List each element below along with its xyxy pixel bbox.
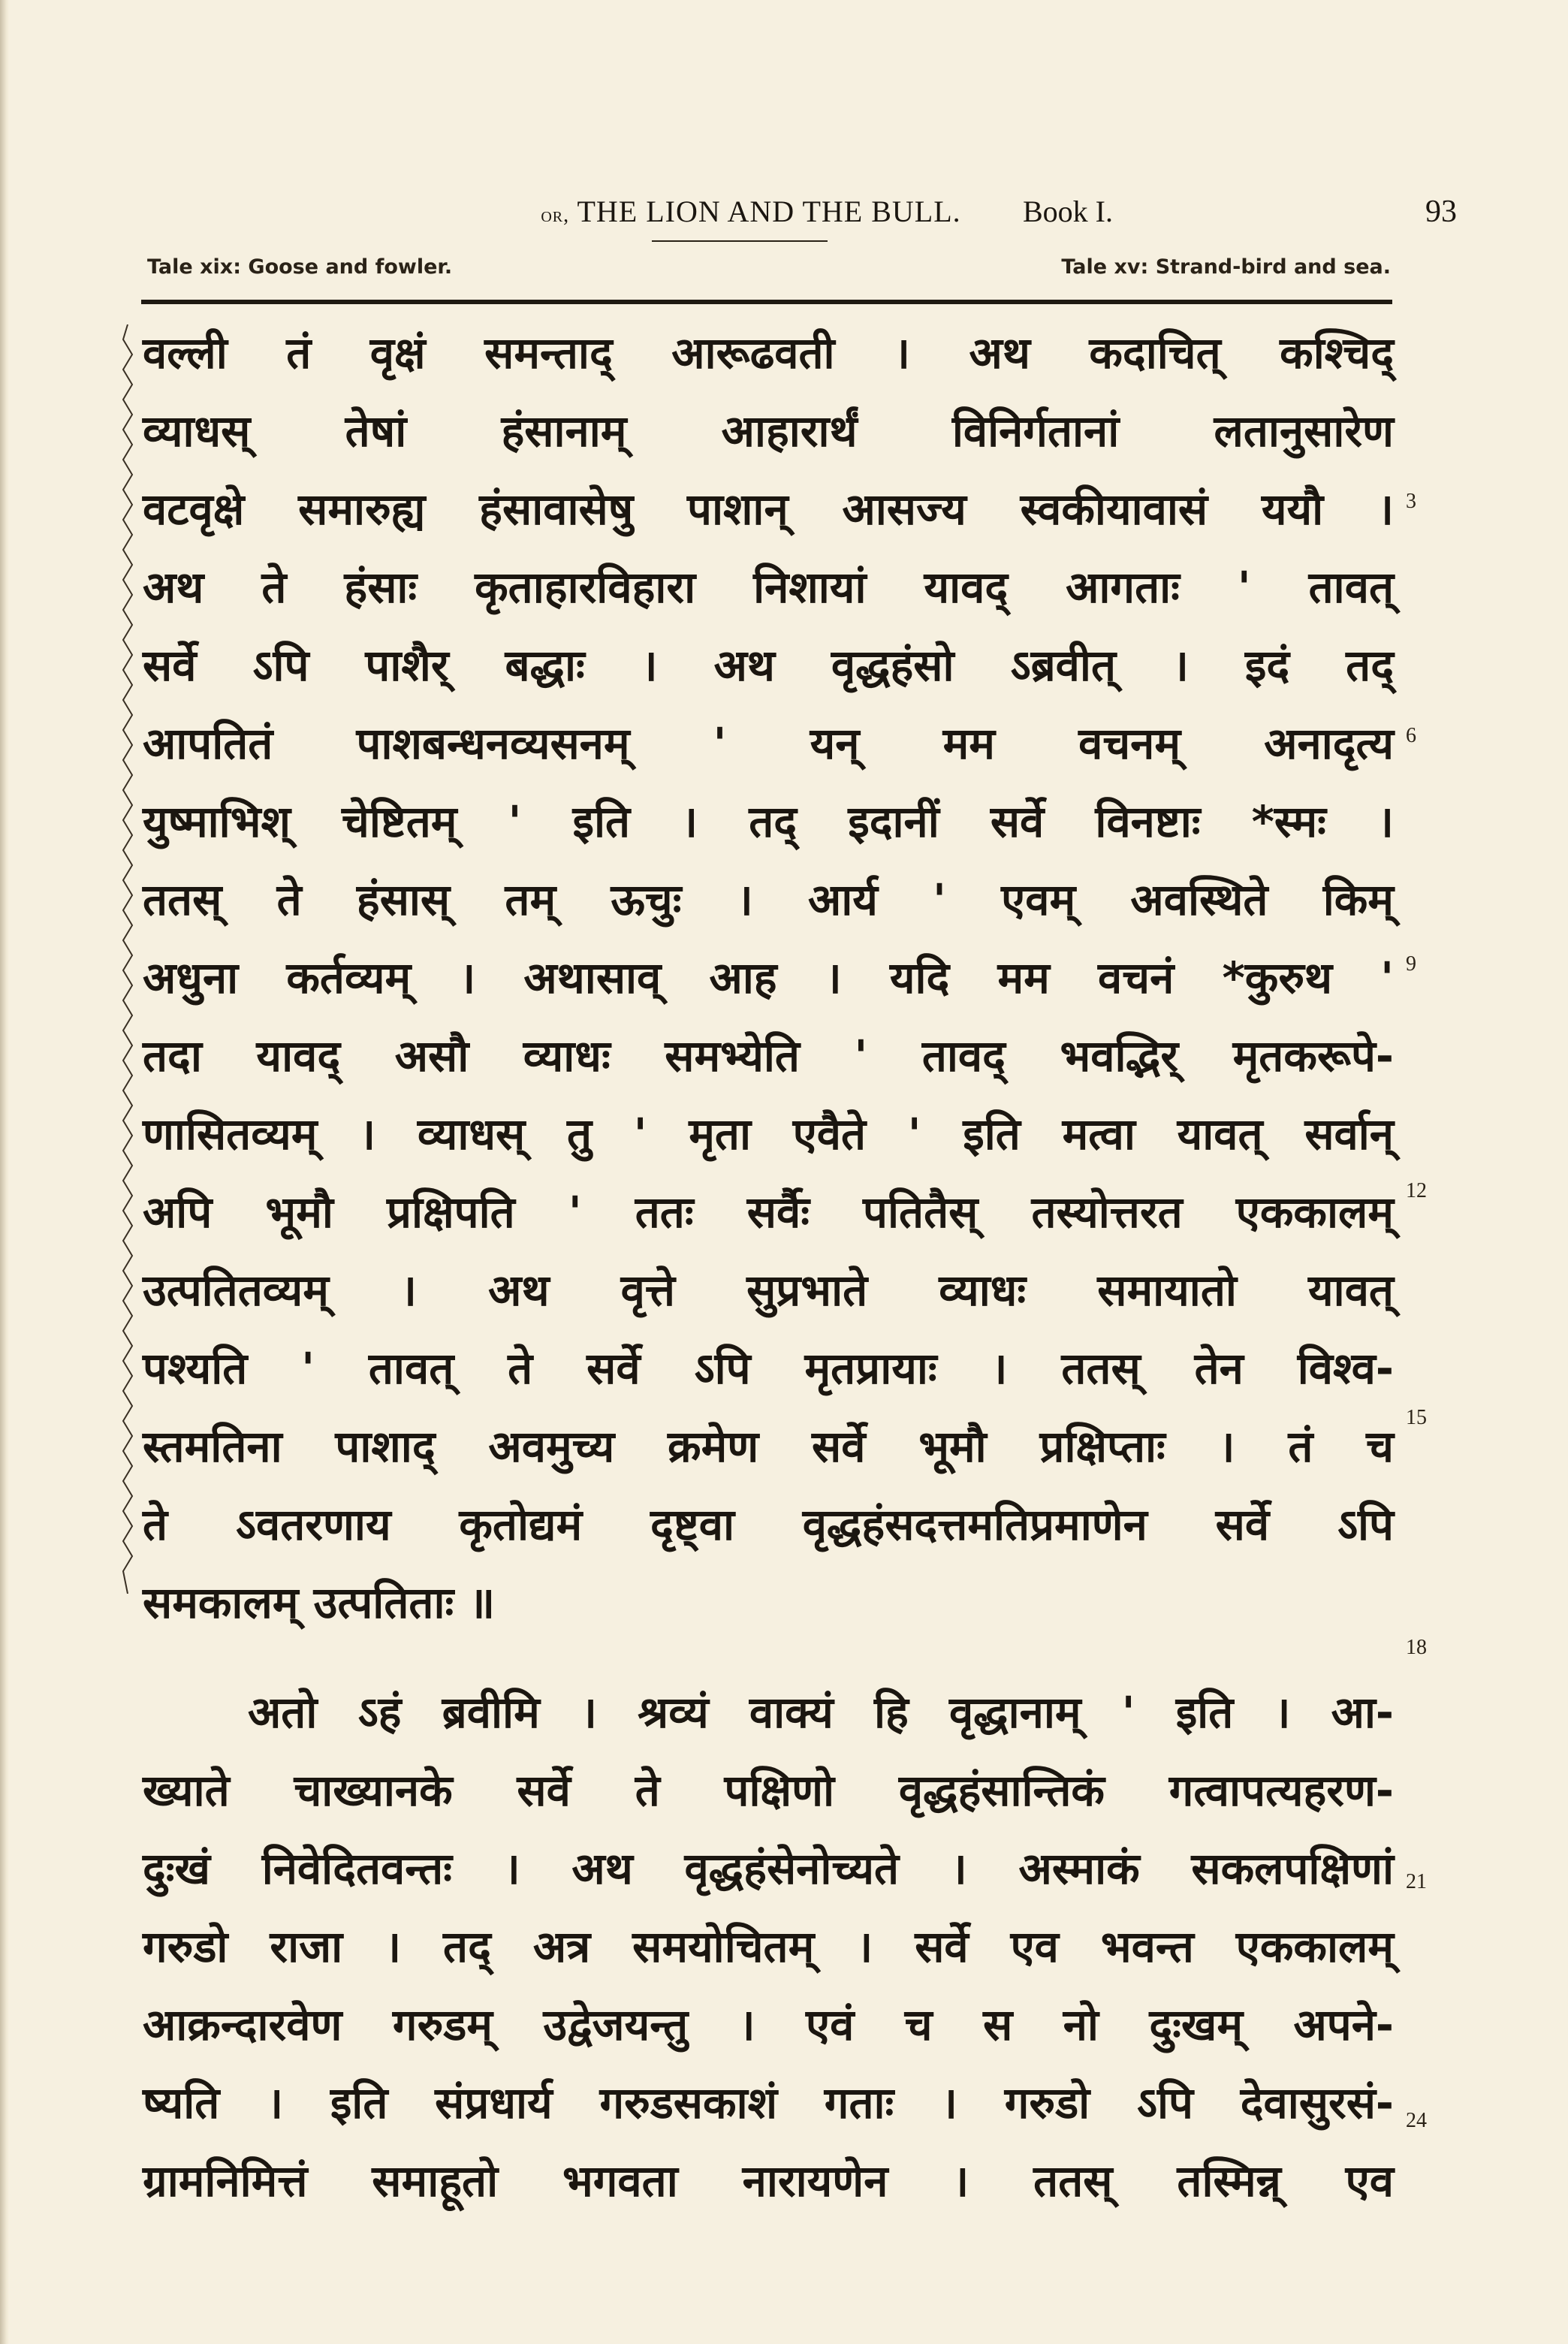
title-text: THE LION AND THE BULL.	[577, 195, 961, 228]
text-line: पश्यति ' तावत् ते सर्वे ऽपि मृतप्रायाः । ततस् तेन विश्व-	[143, 1343, 1394, 1394]
text-line: समकालम् उत्पतिताः ॥	[143, 1577, 496, 1628]
text-line: सर्वे ऽपि पाशैर् बद्धाः । अथ वृद्धहंसो ऽब्रवीत् । इदं तद्	[143, 640, 1394, 691]
text-line: तदा यावद् असौ व्याधः समभ्येति ' तावद् भवद्भिर् मृतकरूपे-	[143, 1030, 1394, 1081]
line-number: 12	[1406, 1179, 1427, 1202]
text-line: स्तमतिना पाशाद् अवमुच्य क्रमेण सर्वे भूमौ प्रक्षिप्ताः । तं च	[143, 1421, 1394, 1472]
text-line: युष्माभिश् चेष्टितम् ' इति । तद् इदानीं सर्वे विनष्टाः *स्मः ।	[143, 796, 1394, 847]
line-number: 6	[1406, 724, 1416, 747]
line-number: 18	[1406, 1636, 1427, 1659]
running-title	[375, 194, 1126, 229]
text-line: दुःखं निवेदितवन्तः । अथ वृद्धहंसेनोच्यते । अस्माकं सकलपक्षिणां	[143, 1843, 1394, 1894]
line-number: 15	[1406, 1406, 1427, 1429]
title-underline	[652, 240, 828, 242]
text-line: आक्रन्दारवेण गरुडम् उद्वेजयन्तु । एवं च स नो दुःखम् अपने-	[143, 1999, 1394, 2050]
text-line: ततस् ते हंसास् तम् ऊचुः । आर्य ' एवम् अवस्थिते किम्	[143, 874, 1394, 925]
line-number: 3	[1406, 490, 1416, 513]
text-line: णासितव्यम् । व्याधस् तु ' मृता एवैते ' इति मत्वा यावत् सर्वान्	[143, 1109, 1394, 1160]
text-line: अतो ऽहं ब्रवीमि । श्रव्यं वाक्यं हि वृद्धानाम् ' इति । आ-	[248, 1687, 1394, 1738]
subheader-right: Tale xv: Strand-bird and sea.	[1061, 255, 1391, 279]
text-line: वल्ली तं वृक्षं समन्ताद् आरूढवती । अथ कदाचित् कश्चिद्	[143, 327, 1394, 379]
book-label-visible: Book I.	[1023, 195, 1113, 228]
text-line: ख्याते चाख्यानके सर्वे ते पक्षिणो वृद्धहंसान्तिकं गत्वापत्यहरण-	[143, 1765, 1394, 1816]
text-line: ग्रामनिमित्तं समाहूतो भगवता नारायणेन । ततस् तस्मिन्न् एव	[143, 2155, 1394, 2207]
text-line: अथ ते हंसाः कृताहारविहारा निशायां यावद् आगताः ' तावत्	[143, 562, 1394, 613]
title-prefix: or,	[541, 204, 570, 227]
tale-subheader	[147, 255, 1391, 285]
text-line: ष्यति । इति संप्रधार्य गरुडसकाशं गताः । गरुडो ऽपि देवासुरसं-	[143, 2077, 1394, 2128]
verse-bracket	[113, 324, 143, 1594]
sanskrit-text	[143, 314, 1394, 2220]
text-line: उत्पतितव्यम् । अथ वृत्ते सुप्रभाते व्याधः समायातो यावत्	[143, 1265, 1394, 1316]
subheader-left: Tale xix: Goose and fowler.	[147, 255, 453, 279]
line-number: 21	[1406, 1870, 1427, 1893]
line-number: 24	[1406, 2109, 1427, 2132]
page-edge	[0, 0, 9, 2344]
text-line: व्याधस् तेषां हंसानाम् आहारार्थं विनिर्गतानां लतानुसारेण	[143, 406, 1394, 457]
line-number: 9	[1406, 952, 1416, 976]
page-number: 93	[1425, 195, 1457, 229]
text-line: अपि भूमौ प्रक्षिपति ' ततः सर्वैः पतितैस् तस्योत्तरत एककालम्	[143, 1187, 1394, 1238]
text-line: गरुडो राजा । तद् अत्र समयोचितम् । सर्वे एव भवन्त एककालम्	[143, 1921, 1394, 1972]
text-line: वटवृक्षे समारुह्य हंसावासेषु पाशान् आसज्य स्वकीयावासं ययौ ।	[143, 484, 1394, 535]
text-line: अधुना कर्तव्यम् । अथासाव् आह । यदि मम वचनं *कुरुथ '	[143, 952, 1394, 1003]
text-line: आपतितं पाशबन्धनव्यसनम् ' यन् मम वचनम् अनादृत्य	[143, 718, 1394, 769]
header-rule	[141, 300, 1392, 304]
text-line: ते ऽवतरणाय कृतोद्यमं दृष्ट्वा वृद्धहंसदत्तमतिप्रमाणेन सर्वे ऽपि	[143, 1499, 1394, 1550]
running-head	[150, 189, 1457, 242]
